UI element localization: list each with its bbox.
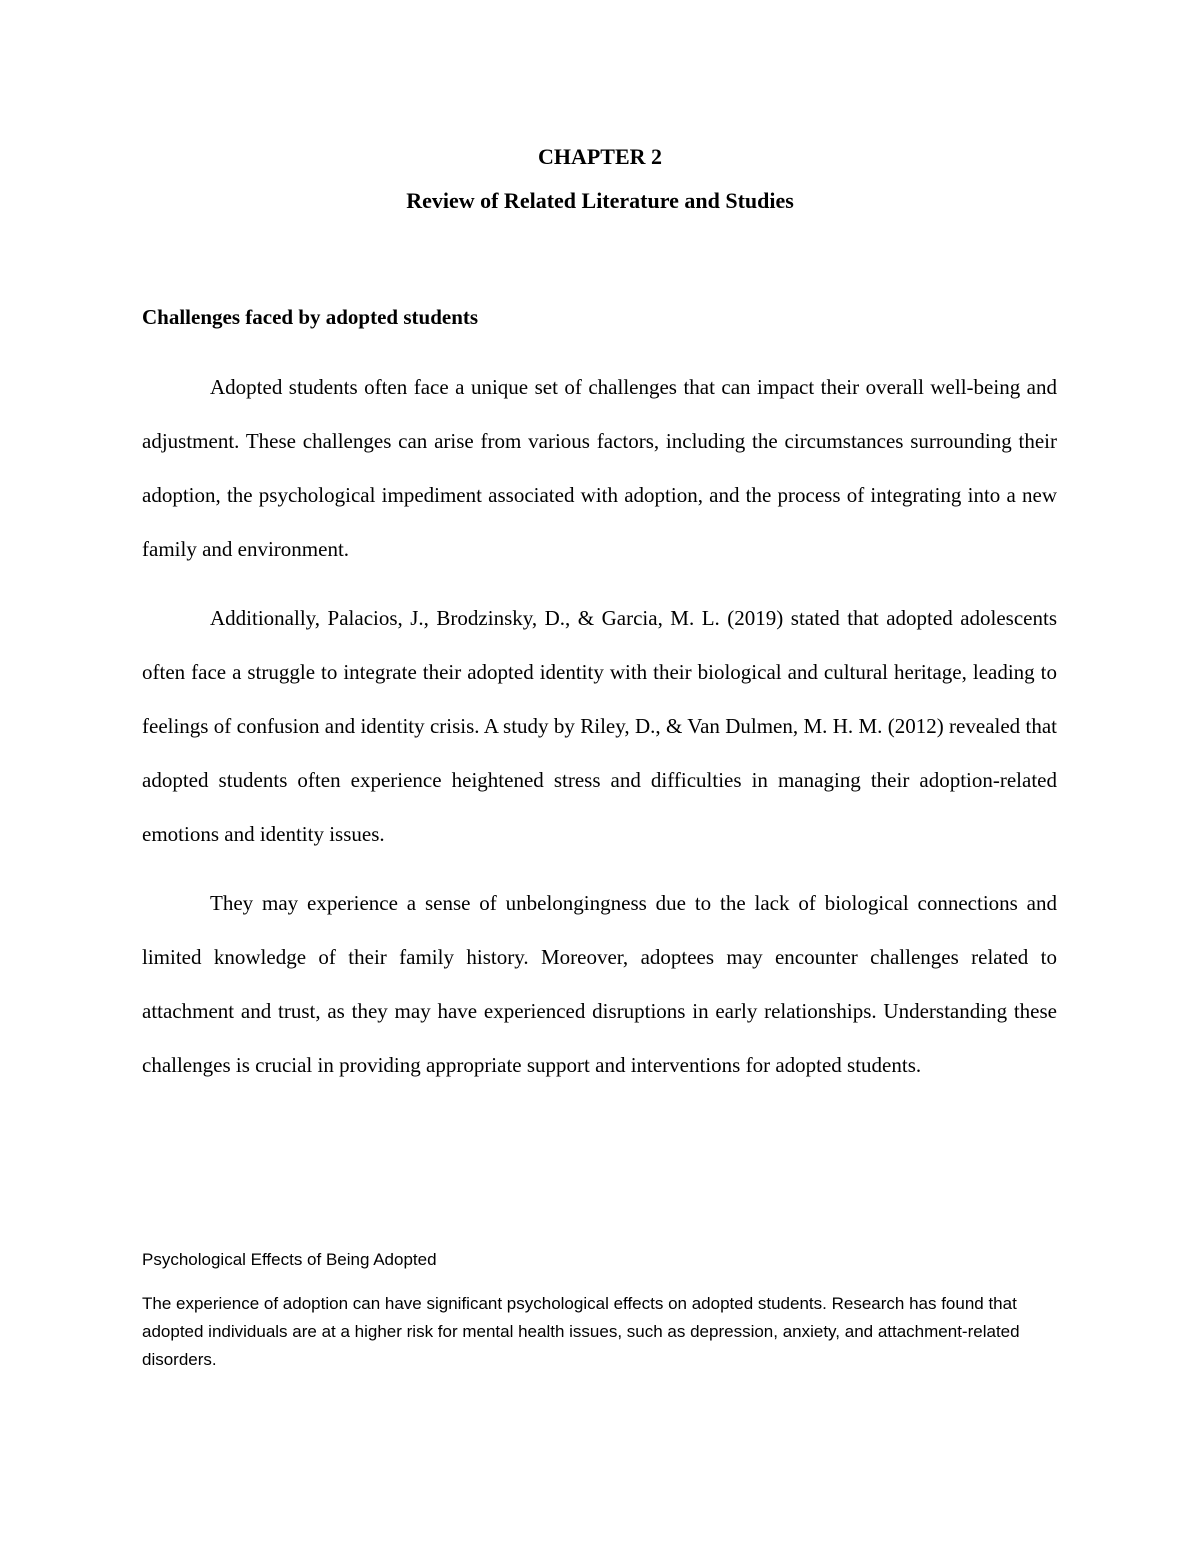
- body-paragraph: Adopted students often face a unique set of challenges that can impact their overall well-being and adjustment. These challenges can arise from various factors, including the circumstances surrounding their adoption, the psychological impediment associated with adoption, and the process of integrating into a new family and environment.: [142, 375, 1057, 561]
- body-paragraph: Additionally, Palacios, J., Brodzinsky, D., & Garcia, M. L. (2019) stated that adopted adolescents often face a struggle to integrate their adopted identity with their biological and cultural heritage, leading to feelings of confusion and identity crisis. A study by Riley, D., & Van Dulmen, M. H. M. (2012) revealed that adopted students often experience heightened stress and difficulties in managing their adoption-related emotions and identity issues.: [142, 606, 1057, 846]
- section-heading-challenges: Challenges faced by adopted students: [142, 305, 479, 329]
- chapter-title: CHAPTER 2: [537, 144, 663, 169]
- body-paragraph: They may experience a sense of unbelongingness due to the lack of biological connections and limited knowledge of their family history. Moreover, adoptees may encounter challenges related to attachment and trust, as they may have experienced disruptions in early relationships. Understanding these challenges is crucial in providing appropriate support and interventions for adopted students.: [142, 891, 1057, 1077]
- section-heading-psychological-effects: Psychological Effects of Being Adopted: [142, 1250, 437, 1269]
- body-paragraph-psychological-effects: The experience of adoption can have significant psychological effects on adopted students. Research has found that adopted individuals are at a higher risk for mental health issues, such as depression, anxiety, and attachment-related disorders.: [142, 1294, 1020, 1369]
- chapter-subtitle: Review of Related Literature and Studies: [406, 188, 794, 213]
